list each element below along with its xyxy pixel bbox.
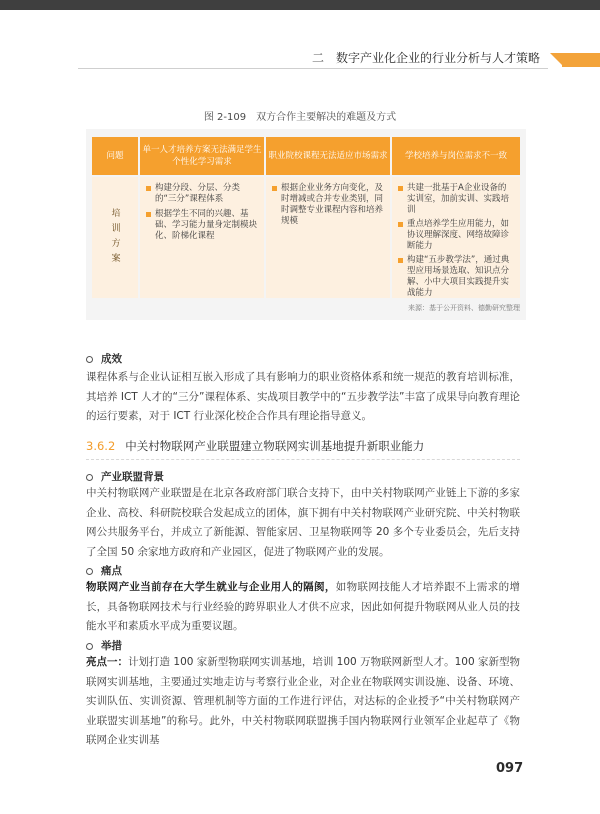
side-label-cell <box>92 177 138 298</box>
bullet-item: 共建一批基于A企业设备的实训室，加前实训、实践培训 <box>398 183 514 216</box>
section-heading-pain-points <box>86 563 122 578</box>
circle-bullet-icon <box>86 474 93 481</box>
figure-caption: 图 2-109 双方合作主要解决的难题及方式 <box>203 112 397 123</box>
section-heading-measures <box>86 638 122 653</box>
header-cell-3: 学校培养与岗位需求不一致 <box>392 137 520 175</box>
figure-source: 来源：基于公开资料、德勤研究整理 <box>408 304 520 312</box>
page-number: 097 <box>496 761 524 776</box>
pain-points-paragraph <box>86 578 520 637</box>
section-heading-text: 痛点 <box>101 565 122 577</box>
section-heading-text: 成效 <box>101 353 122 365</box>
header-rule <box>78 68 548 69</box>
bullet-item: 根据学生不同的兴趣、基础、学习能力量身定制模块化、阶梯化课程 <box>146 209 258 242</box>
header-accent-bar <box>562 53 600 67</box>
subsection-number: 3.6.2 <box>86 439 116 453</box>
bullet-item: 构建分段、分层、分类的“三分”课程体系 <box>146 183 258 205</box>
chapter-title: 二 数字产业化企业的行业分析与人才策略 <box>311 51 540 65</box>
subsection-title: 中关村物联网产业联盟建立物联网实训基地提升新职业能力 <box>125 439 425 453</box>
section-heading-background <box>86 469 164 484</box>
circle-bullet-icon <box>86 643 93 650</box>
side-label-text: 培训方案 <box>109 207 120 268</box>
circle-bullet-icon <box>86 568 93 575</box>
bullet-item: 重点培养学生应用能力，如协议理解深度、网络故障诊断能力 <box>398 219 514 252</box>
paragraph-text: 计划打造 100 家新型物联网实训基地，培训 100 万物联网新型人才。100 家新型物联网实训基地，主要通过实地走访与考察行业企业，对企业在物联网实训设施、设备、环境、实训队伍、实训资源、管理机制等方面的工作进行评估，对达标的企业授予“中关村物联网产业联盟实训基地”的称号。此外，中关村物联网联盟携手国内物联网行业领军企业起草了《物联网企业实训基 <box>86 656 521 747</box>
bullet-item: 根据企业业务方向变化，及时增减或合并专业类别，同时调整专业课程内容和培养规模 <box>272 183 384 227</box>
body-cell-2 <box>266 177 390 298</box>
bullet-item: 构建“五步教学法”，通过典型应用场景选取、知识点分解、小中大项目实践提升实战能力 <box>398 255 514 299</box>
subsection-heading <box>86 438 424 454</box>
header-cell-problem: 问题 <box>92 137 138 175</box>
top-bar <box>0 0 600 10</box>
header-cell-2: 职业院校课程无法适应市场需求 <box>266 137 390 175</box>
section-heading-text: 举措 <box>101 640 122 652</box>
background-paragraph: 中关村物联网产业联盟是在北京各政府部门联合支持下，由中关村物联网产业链上下游的多家企业、高校、科研院校联合发起成立的团体，旗下拥有中关村物联网产业研究院、中关村物联网公共服务平台，并成立了新能源、智能家居、卫星物联网等 20 多个专业委员会，先后支持了全国 50 余家地方政府和产业园区，促进了物联网产业的发展。 <box>86 487 520 558</box>
paragraph-text: 如物联网技能人才培养跟不上需求的增长，具备物联网技术与行业经验的跨界职业人才供不应求，因此如何提升物联网从业人员的技能水平和素质水平成为重要议题。 <box>86 581 521 633</box>
header-cell-1: 单一人才培养方案无法满足学生个性化学习需求 <box>140 137 264 175</box>
circle-bullet-icon <box>86 356 93 363</box>
results-paragraph: 课程体系与企业认证相互嵌入形成了具有影响力的职业资格体系和统一规范的教育培训标准，其培养 ICT 人才的“三分”课程体系、实战项目教学中的“五步教学法”丰富了成果导向教育理论的运行要素，对于 ICT 行业深化校企合作具有理论指导意义。 <box>86 371 520 423</box>
body-cell-1 <box>140 177 264 298</box>
subsection-rule <box>86 459 520 460</box>
section-heading-text: 产业联盟背景 <box>101 471 164 483</box>
bold-lead: 亮点一： <box>86 656 129 668</box>
section-heading-results <box>86 351 122 366</box>
bold-lead: 物联网产业当前存在大学生就业与企业用人的隔阂， <box>86 581 336 593</box>
measures-paragraph <box>86 653 520 751</box>
body-cell-3 <box>392 177 520 298</box>
